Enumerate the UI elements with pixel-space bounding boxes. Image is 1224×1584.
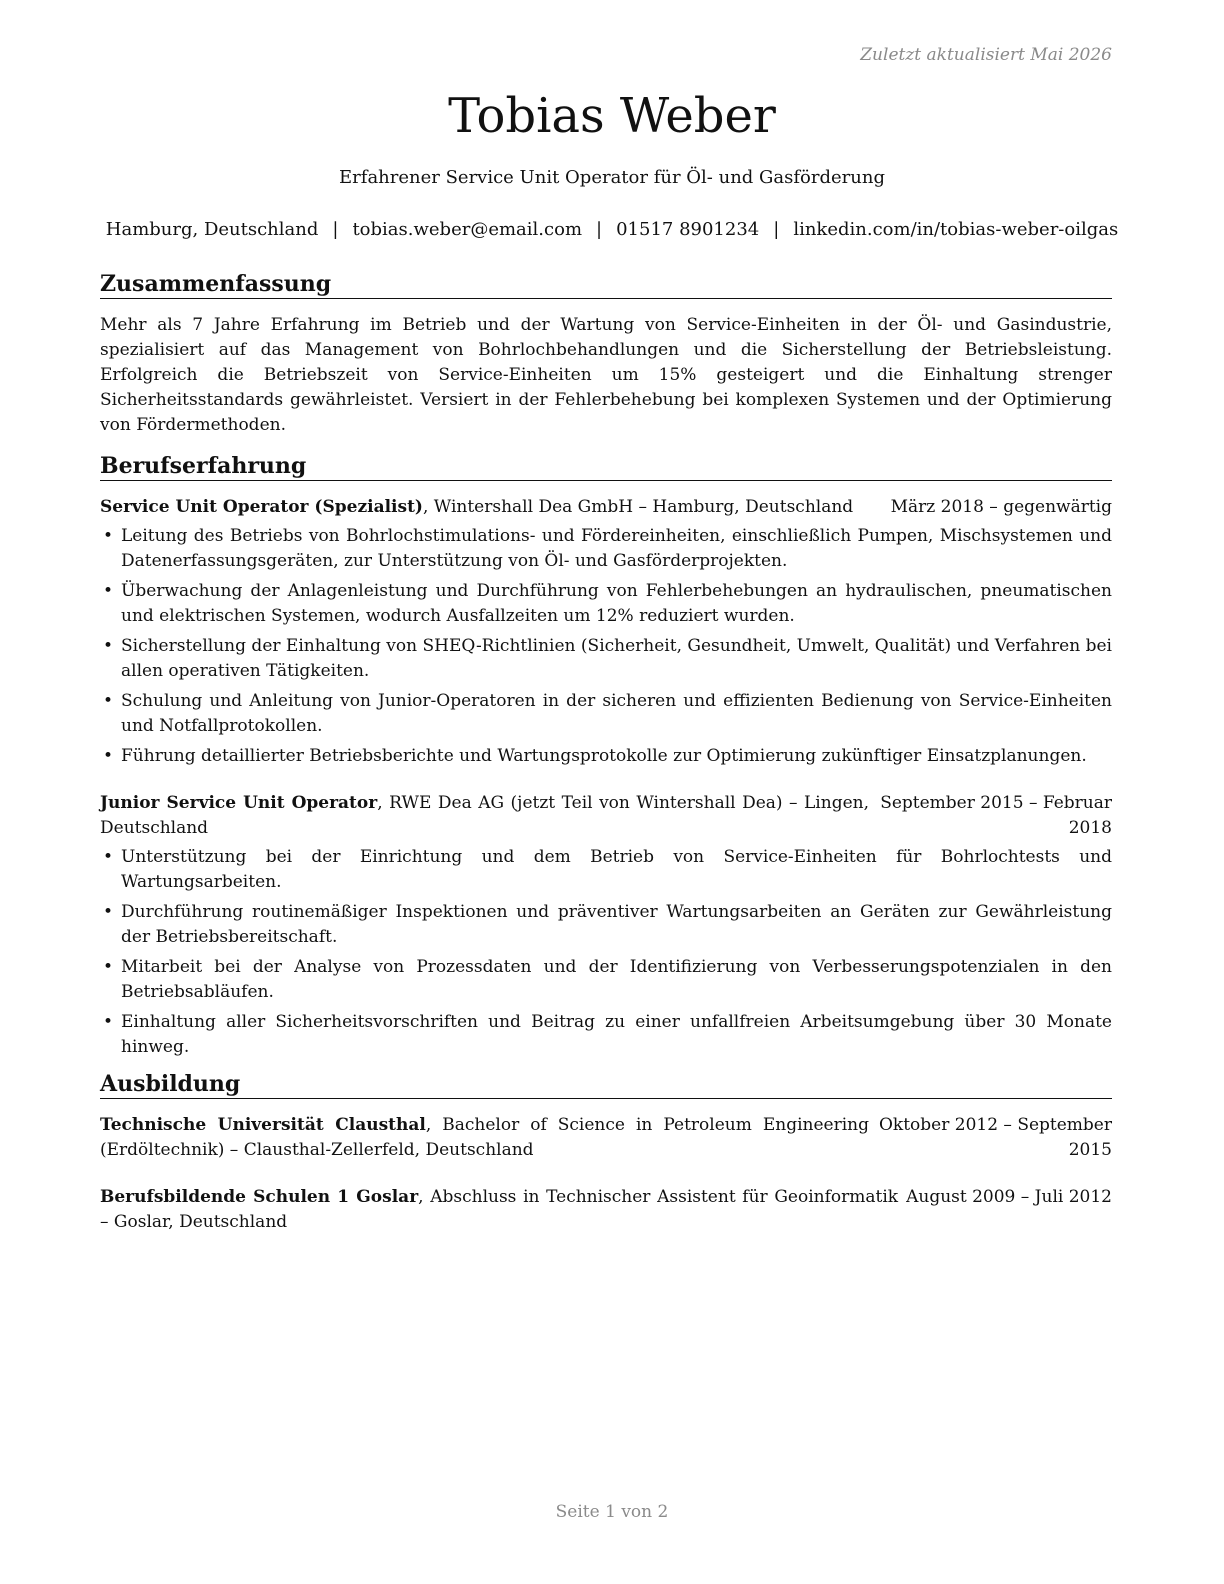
summary-text: Mehr als 7 Jahre Erfahrung im Betrieb und der Wartung von Service-Einheiten in der Öl- und Gasindustrie, spezialisiert auf das Management von Bohrlochbehandlungen und die Sicherstellung der Betriebsleistung. Erfolgreich die Betriebszeit von Service-Einheiten um 15% gesteigert und die Einhaltung strenger Sicherheitsstandards gewährleistet. Versiert in der Fehlerbehebung bei komplexen Systemen und der Optimierung von Fördermethoden. — [100, 315, 1112, 435]
education-dates: Oktober 2012 – September 2015 — [878, 1115, 1112, 1160]
experience-entry-header — [100, 791, 1112, 841]
job-company: , Wintershall Dea GmbH – Hamburg, Deutschland — [422, 497, 854, 517]
experience-entry-title — [100, 495, 891, 520]
education-entry-header — [100, 1185, 1112, 1235]
education-entry — [100, 1113, 1112, 1163]
experience-entry — [100, 495, 1112, 769]
list-item: • Durchführung routinemäßiger Inspektionen und präventiver Wartungsarbeiten an Geräten zur Gewährleistung der Betriebsbereitschaft. — [100, 900, 1112, 950]
candidate-tagline: Erfahrener Service Unit Operator für Öl- und Gasförderung — [339, 167, 885, 188]
contact-linkedin[interactable]: linkedin.com/in/tobias-weber-oilgas — [793, 219, 1119, 240]
job-role: Service Unit Operator (Spezialist) — [100, 497, 423, 517]
education-dates: August 2009 – Juli 2012 — [906, 1187, 1112, 1207]
school-detail: , Abschluss in Technischer Assistent für Geoinformatik – Goslar, Deutschland — [100, 1187, 899, 1232]
job-dates: September 2015 – Februar 2018 — [880, 793, 1112, 838]
school-detail: , Bachelor of Science in Petroleum Engineering (Erdöltechnik) – Clausthal-Zellerfeld, Deutschland — [100, 1115, 869, 1160]
education-entry — [100, 1185, 1112, 1235]
experience-heading: Berufserfahrung — [100, 452, 1112, 481]
experience-entry-title — [100, 791, 877, 841]
page-number: Seite 1 von 2 — [555, 1502, 669, 1522]
education-heading: Ausbildung — [100, 1070, 1112, 1099]
contact-separator: | — [596, 219, 603, 240]
education-entry-header — [100, 1113, 1112, 1163]
experience-section — [100, 452, 1112, 1060]
experience-entry-header — [100, 495, 1112, 520]
school-name: Berufsbildende Schulen 1 Goslar — [100, 1187, 419, 1207]
job-bullets — [100, 845, 1112, 1060]
contact-location: Hamburg, Deutschland — [105, 219, 319, 240]
job-company: , RWE Dea AG (jetzt Teil von Wintershall Dea) – Lingen, Deutschland — [100, 793, 869, 838]
education-entry-title — [100, 1113, 877, 1163]
list-item: • Führung detaillierter Betriebsberichte und Wartungsprotokolle zur Optimierung zukünftiger Einsatzplanungen. — [100, 744, 1112, 769]
list-item: • Einhaltung aller Sicherheitsvorschriften und Beitrag zu einer unfallfreien Arbeitsumgebung über 30 Monate hinweg. — [100, 1010, 1112, 1060]
last-updated: Zuletzt aktualisiert Mai 2026 — [860, 45, 1112, 65]
list-item: • Überwachung der Anlagenleistung und Durchführung von Fehlerbehebungen an hydraulischen, pneumatischen und elektrischen Systemen, wodurch Ausfallzeiten um 12% reduziert wurden. — [100, 579, 1112, 629]
contact-email[interactable]: tobias.weber@email.com — [352, 219, 583, 240]
experience-entry — [100, 791, 1112, 1060]
contact-separator: | — [773, 219, 780, 240]
resume-content — [100, 270, 1112, 1257]
education-section — [100, 1070, 1112, 1235]
contact-separator: | — [332, 219, 339, 240]
job-role: Junior Service Unit Operator — [100, 793, 378, 813]
school-name: Technische Universität Clausthal — [100, 1115, 426, 1135]
list-item: • Mitarbeit bei der Analyse von Prozessdaten und der Identifizierung von Verbesserungspotenzialen in den Betriebsabläufen. — [100, 955, 1112, 1005]
contact-phone[interactable]: 01517 8901234 — [616, 219, 760, 240]
contact-line — [0, 219, 1224, 240]
list-item: • Schulung und Anleitung von Junior-Operatoren in der sicheren und effizienten Bedienung von Service-Einheiten und Notfallprotokollen. — [100, 689, 1112, 739]
list-item: • Leitung des Betriebs von Bohrlochstimulations- und Fördereinheiten, einschließlich Pumpen, Mischsystemen und Datenerfassungsgeräten, zur Unterstützung von Öl- und Gasförderprojekten. — [100, 524, 1112, 574]
list-item: • Sicherstellung der Einhaltung von SHEQ-Richtlinien (Sicherheit, Gesundheit, Umwelt, Qualität) und Verfahren bei allen operativen Tätigkeiten. — [100, 634, 1112, 684]
summary-heading: Zusammenfassung — [100, 270, 1112, 299]
candidate-name: Tobias Weber — [448, 88, 776, 144]
summary-section — [100, 270, 1112, 438]
job-dates: März 2018 – gegenwärtig — [890, 497, 1112, 517]
job-bullets — [100, 524, 1112, 769]
list-item: • Unterstützung bei der Einrichtung und dem Betrieb von Service-Einheiten für Bohrlochtests und Wartungsarbeiten. — [100, 845, 1112, 895]
education-entry-title — [100, 1185, 906, 1235]
